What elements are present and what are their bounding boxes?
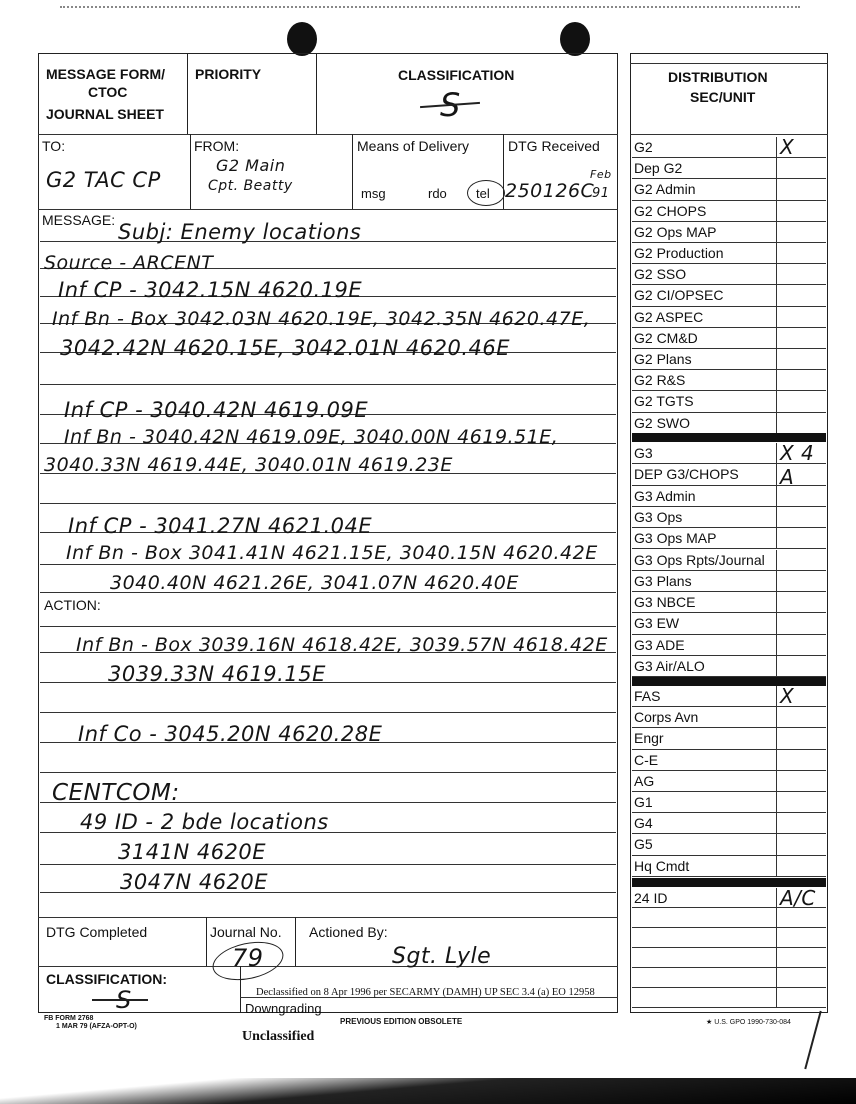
- distribution-row: [632, 686, 826, 707]
- from-label: FROM:: [194, 138, 240, 154]
- priority-label: PRIORITY: [195, 66, 262, 82]
- distribution-row: [632, 856, 826, 877]
- action-line: 3141N 4620E: [118, 840, 267, 864]
- distribution-unit-name: DEP G3/CHOPS: [634, 466, 739, 483]
- distribution-row: [632, 307, 826, 328]
- distribution-column-divider: [776, 370, 777, 390]
- unclassified-stamp: Unclassified: [242, 1029, 315, 1044]
- distribution-unit-name: G3 Plans: [634, 572, 692, 589]
- distribution-unit-name: G2 R&S: [634, 372, 686, 389]
- distribution-row: [632, 613, 826, 634]
- distribution-row: [632, 391, 826, 412]
- distribution-row: [632, 592, 826, 613]
- distribution-header-bottom: [630, 134, 828, 135]
- distribution-mark: A/C: [780, 886, 816, 910]
- distribution-unit-name: G2 CI/OPSEC: [634, 287, 724, 304]
- distribution-column-divider: [776, 391, 777, 411]
- distribution-row: [632, 908, 826, 928]
- distribution-row: [632, 813, 826, 834]
- distribution-column-divider: [776, 349, 777, 369]
- distribution-unit-name: G2 TGTS: [634, 393, 694, 410]
- delivery-tel-circle: [467, 180, 505, 206]
- action-line: 3047N 4620E: [120, 870, 269, 894]
- distribution-column-divider: [776, 571, 777, 591]
- delivery-msg: msg: [361, 186, 386, 201]
- distribution-row: [632, 328, 826, 349]
- distribution-row: [632, 834, 826, 855]
- journal-no-value: 79: [232, 944, 264, 972]
- header-bottom-line: [38, 134, 618, 135]
- message-line: Subj: Enemy locations: [118, 220, 362, 244]
- distribution-column-divider: [776, 201, 777, 221]
- dtg-received-month: Feb: [590, 168, 612, 181]
- distribution-column-divider: [776, 686, 777, 706]
- distribution-row: [632, 771, 826, 792]
- ruled-line: [40, 564, 616, 565]
- routing-divider-1: [190, 134, 191, 210]
- distribution-column-divider: [776, 137, 777, 157]
- distribution-unit-name: G3 NBCE: [634, 594, 696, 611]
- distribution-row: [632, 707, 826, 728]
- distribution-row: [632, 413, 826, 434]
- delivery-tel: tel: [476, 186, 490, 201]
- distribution-row: [632, 201, 826, 222]
- journal-no-label: Journal No.: [210, 924, 282, 940]
- distribution-column-divider: [776, 464, 777, 484]
- distribution-column-divider: [776, 307, 777, 327]
- distribution-unit-name: G3 ADE: [634, 636, 685, 653]
- distribution-row: [632, 888, 826, 908]
- distribution-column-divider: [776, 179, 777, 199]
- distribution-column-divider: [776, 264, 777, 284]
- ruled-line: [40, 626, 616, 627]
- distribution-column-divider: [776, 158, 777, 178]
- header-divider-2: [316, 53, 317, 135]
- distribution-row: [632, 728, 826, 749]
- form-number-1: FB FORM 2768: [44, 1015, 94, 1022]
- to-value: G2 TAC CP: [46, 168, 161, 192]
- distribution-column-divider: [776, 792, 777, 812]
- distribution-column-divider: [776, 656, 777, 676]
- footer-divider-2: [295, 917, 296, 967]
- from-value-1: G2 Main: [216, 156, 286, 175]
- distribution-row: [632, 635, 826, 656]
- distribution-row: [632, 550, 826, 571]
- distribution-column-divider: [776, 707, 777, 727]
- actioned-by-value: Sgt. Lyle: [392, 944, 492, 969]
- actioned-by-label: Actioned By:: [309, 924, 388, 940]
- footer-divider-1: [206, 917, 207, 967]
- distribution-row: [632, 285, 826, 306]
- distribution-column-divider: [776, 243, 777, 263]
- distribution-column-divider: [776, 328, 777, 348]
- distribution-unit-name: Dep G2: [634, 160, 683, 177]
- action-line: CENTCOM:: [52, 780, 180, 806]
- declassified-note: Declassified on 8 Apr 1996 per SECARMY (DAMH) UP SEC 3.4 (a) EO 12958: [256, 987, 595, 998]
- footer-classification-strike: [92, 999, 148, 1001]
- classification-value: S: [440, 86, 461, 124]
- distribution-column-divider: [776, 635, 777, 655]
- ruled-line: [40, 864, 616, 865]
- routing-divider-2: [352, 134, 353, 210]
- distribution-row: [632, 792, 826, 813]
- distribution-column-divider: [776, 222, 777, 242]
- distribution-unit-name: C-E: [634, 751, 659, 768]
- ruled-line: [40, 503, 616, 504]
- distribution-column-divider: [776, 968, 777, 987]
- distribution-unit-name: G3 Ops MAP: [634, 530, 717, 547]
- dtg-received-year: 91: [592, 186, 610, 201]
- downgrading-label: Downgrading: [245, 1001, 322, 1016]
- distribution-column-divider: [776, 728, 777, 748]
- form-title-line-2: CTOC: [88, 84, 128, 100]
- message-line: Inf Bn - Box 3042.03N 4620.19E, 3042.35N 4620.47E,: [52, 308, 591, 330]
- form-number-2: 1 MAR 79 (AFZA-OPT-O): [56, 1023, 137, 1030]
- punch-hole-left: [287, 22, 317, 56]
- dtg-received-label: DTG Received: [508, 138, 600, 154]
- distribution-row: [632, 243, 826, 264]
- message-line: 3042.42N 4620.15E, 3042.01N 4620.46E: [60, 336, 511, 360]
- distribution-row: [632, 464, 826, 485]
- message-line: Inf CP - 3040.42N 4619.09E: [64, 398, 369, 422]
- distribution-column-divider: [776, 592, 777, 612]
- ruled-line: [40, 384, 616, 385]
- distribution-row: [632, 370, 826, 391]
- distribution-unit-name: G2 SWO: [634, 414, 691, 431]
- distribution-column-divider: [776, 285, 777, 305]
- distribution-column-divider: [776, 888, 777, 907]
- message-line: 3040.33N 4619.44E, 3040.01N 4619.23E: [44, 454, 453, 476]
- distribution-unit-name: G2 Plans: [634, 351, 692, 367]
- previous-edition-note: PREVIOUS EDITION OBSOLETE: [340, 1017, 463, 1026]
- scan-noise-top: [60, 6, 800, 16]
- routing-bottom-line: [38, 209, 618, 210]
- distribution-column-divider: [776, 486, 777, 506]
- message-line: Inf Bn - Box 3041.41N 4621.15E, 3040.15N 4620.42E: [66, 542, 598, 564]
- distribution-row: [632, 264, 826, 285]
- delivery-label: Means of Delivery: [357, 138, 470, 154]
- distribution-unit-name: G2 ASPEC: [634, 308, 704, 325]
- message-line: Inf Bn - 3040.42N 4619.09E, 3040.00N 4619.51E,: [64, 426, 559, 448]
- distribution-top-inner-line: [630, 63, 828, 64]
- from-value-2: Cpt. Beatty: [208, 178, 293, 194]
- distribution-row: [632, 988, 826, 1008]
- gpo-note: ★ U.S. GPO 1990-730-084: [706, 1019, 791, 1026]
- distribution-row: [632, 948, 826, 968]
- distribution-column-divider: [776, 413, 777, 433]
- action-label: ACTION:: [44, 597, 101, 613]
- distribution-unit-name: G2: [634, 139, 653, 155]
- distribution-unit-name: Hq Cmdt: [634, 857, 690, 874]
- distribution-column-divider: [776, 528, 777, 548]
- distribution-column-divider: [776, 507, 777, 527]
- ruled-line: [40, 772, 616, 773]
- header-divider-1: [187, 53, 188, 135]
- distribution-unit-name: G3 Ops: [634, 508, 683, 525]
- distribution-unit-name: G2 Ops MAP: [634, 223, 717, 240]
- distribution-row: [632, 158, 826, 179]
- to-label: TO:: [42, 138, 66, 154]
- distribution-unit-name: G1: [634, 794, 653, 810]
- distribution-column-divider: [776, 928, 777, 947]
- distribution-column-divider: [776, 813, 777, 833]
- message-line: Inf CP - 3041.27N 4621.04E: [68, 514, 373, 538]
- distribution-unit-name: FAS: [634, 688, 661, 704]
- distribution-unit-name: G3 EW: [634, 615, 680, 632]
- message-line: Source - ARCENT: [44, 252, 214, 274]
- distribution-label-1: DISTRIBUTION: [668, 69, 768, 85]
- distribution-label-2: SEC/UNIT: [690, 89, 756, 105]
- distribution-column-divider: [776, 856, 777, 876]
- footer-top-line: [38, 917, 618, 918]
- classification-label: CLASSIFICATION: [398, 67, 515, 83]
- distribution-column-divider: [776, 443, 777, 463]
- message-line: 3040.40N 4621.26E, 3041.07N 4620.40E: [110, 572, 519, 594]
- distribution-row: [632, 507, 826, 528]
- distribution-row: [632, 750, 826, 771]
- distribution-unit-name: G3 Air/ALO: [634, 658, 705, 674]
- distribution-unit-name: Corps Avn: [634, 709, 699, 726]
- dtg-completed-label: DTG Completed: [46, 924, 148, 940]
- message-label: MESSAGE:: [42, 212, 116, 228]
- footer-classification-value: S: [116, 986, 132, 1014]
- action-line: Inf Bn - Box 3039.16N 4618.42E, 3039.57N 4618.42E: [76, 634, 608, 656]
- distribution-unit-name: G3 Ops Rpts/Journal: [634, 551, 765, 568]
- distribution-unit-name: G3: [634, 445, 653, 461]
- distribution-unit-name: G2 Admin: [634, 181, 696, 198]
- distribution-unit-name: G2 CM&D: [634, 329, 698, 346]
- distribution-section-band: [632, 677, 826, 686]
- footer-classification-label: CLASSIFICATION:: [46, 971, 168, 987]
- scan-margin-mark: [804, 1011, 821, 1069]
- action-line: Inf Co - 3045.20N 4620.28E: [78, 722, 383, 746]
- ruled-line: [40, 712, 616, 713]
- distribution-row: [632, 179, 826, 200]
- distribution-column-divider: [776, 750, 777, 770]
- distribution-row: [632, 928, 826, 948]
- distribution-column-divider: [776, 988, 777, 1007]
- form-title-line-3: JOURNAL SHEET: [46, 106, 164, 122]
- distribution-row: [632, 968, 826, 988]
- action-line: 3039.33N 4619.15E: [108, 662, 326, 686]
- distribution-row: [632, 486, 826, 507]
- distribution-column-divider: [776, 834, 777, 854]
- delivery-rdo: rdo: [428, 186, 447, 201]
- distribution-row: [632, 656, 826, 677]
- dtg-received-value: 250126C: [505, 180, 595, 202]
- action-line: 49 ID - 2 bde locations: [80, 810, 329, 834]
- punch-hole-right: [560, 22, 590, 56]
- distribution-row: [632, 528, 826, 549]
- footer-mid-line: [38, 966, 618, 967]
- distribution-column-divider: [776, 771, 777, 791]
- distribution-unit-name: G3 Admin: [634, 487, 696, 504]
- distribution-unit-name: G2 Production: [634, 245, 724, 261]
- distribution-mark: X: [780, 684, 795, 708]
- distribution-unit-name: Engr: [634, 730, 664, 747]
- distribution-column-divider: [776, 948, 777, 967]
- distribution-column-divider: [776, 613, 777, 633]
- distribution-row: [632, 137, 826, 158]
- distribution-column-divider: [776, 550, 777, 570]
- distribution-row: [632, 571, 826, 592]
- distribution-unit-name: AG: [634, 772, 655, 789]
- distribution-mark: X 4 A: [780, 441, 815, 489]
- distribution-unit-name: G4: [634, 815, 653, 832]
- message-line: Inf CP - 3042.15N 4620.19E: [58, 278, 363, 302]
- distribution-unit-name: 24 ID: [634, 890, 668, 906]
- scan-noise-bottom: [0, 1078, 856, 1104]
- distribution-row: [632, 349, 826, 370]
- distribution-unit-name: G5: [634, 836, 653, 853]
- form-title-line-1: MESSAGE FORM/: [46, 66, 166, 82]
- distribution-column-divider: [776, 908, 777, 927]
- distribution-unit-name: G2 CHOPS: [634, 202, 707, 219]
- distribution-unit-name: G2 SSO: [634, 266, 687, 283]
- distribution-row: [632, 222, 826, 243]
- distribution-mark: X: [780, 135, 795, 159]
